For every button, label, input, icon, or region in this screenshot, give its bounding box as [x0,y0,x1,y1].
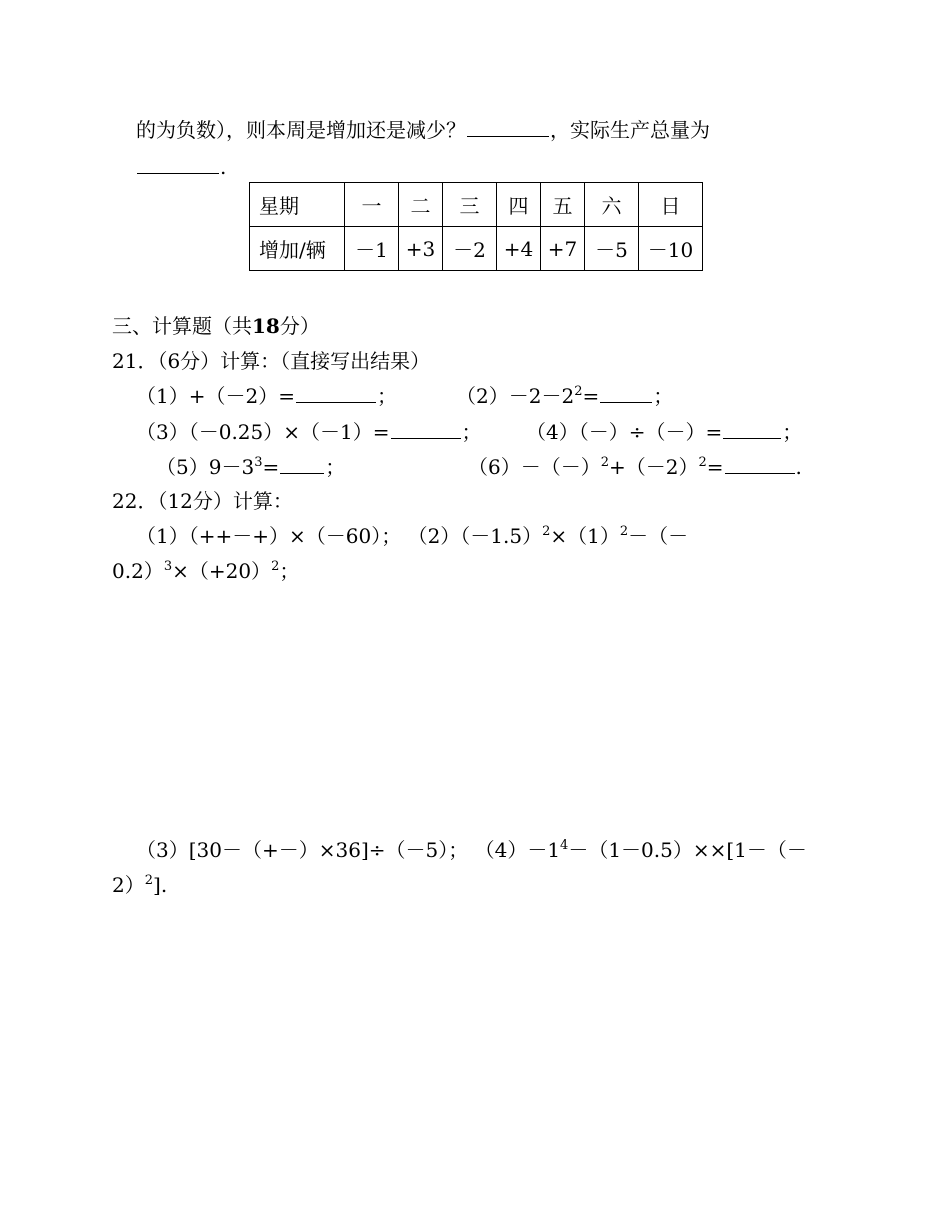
intro-line-1 [136,116,710,144]
table-value-cell: －2 [443,227,497,271]
q22-p2-text-c: －（－ [628,524,689,548]
q21-p3-text: （3）（－0.25）×（－1）= [136,420,390,444]
q22-part-2-cont [112,557,299,585]
q22-part-3-4 [136,836,807,864]
table-row-days [250,183,703,227]
table-day-cell: 三 [443,183,497,227]
q22-title: 22．（12分）计算： [112,489,293,513]
table-value-cell: －10 [639,227,703,271]
table-row-label: 增加/辆 [250,227,345,271]
table-day-cell: 六 [585,183,639,227]
intro-line2-tail: . [220,155,227,179]
q21-part-3 [136,418,482,446]
q21-part-5 [156,453,345,481]
q21-p5-eq: = [262,455,280,479]
q21-p2-end: ； [653,384,674,408]
q21-p3-end: ； [461,420,482,444]
q22-p2-text-a: （2）（－1.5） [407,524,543,548]
q21-p5-end: ； [325,455,346,479]
answer-blank-21-1[interactable] [296,382,376,403]
q22-p2-text-e: ×（+20） [172,559,272,583]
q21-part-2 [456,382,673,410]
q21-p5-text: （5）9－3 [156,455,255,479]
answer-blank-21-4[interactable] [723,418,781,439]
q22-p4-text-a: （4）－1 [474,838,561,862]
table-value-cell: +3 [399,227,443,271]
q22-p4-text-c: 2） [112,873,145,897]
table-day-cell: 二 [399,183,443,227]
q22-p2-text-d: 0.2） [112,559,164,583]
q22-p4-exponent: 4 [560,838,569,853]
q21-p6-mid: +（－2） [609,455,699,479]
q21-p6-end: . [795,455,802,479]
q21-p4-end: ； [782,420,803,444]
q22-part-1-2 [136,522,688,550]
answer-blank-21-6[interactable] [725,453,795,474]
q21-part-1 [136,382,397,410]
section-heading-prefix: 三、计算题（共 [112,314,252,338]
answer-blank-21-3[interactable] [391,418,461,439]
section-3-heading [112,312,320,340]
table-header-label: 星期 [250,183,345,227]
q21-p6-text: （6）－（－） [468,455,601,479]
table-value-cell: －1 [345,227,399,271]
q21-p6-exponent-2: 2 [698,455,707,470]
q21-p5-exponent: 3 [254,455,263,470]
weekly-production-table [249,182,703,271]
answer-blank-21-5[interactable] [280,453,324,474]
q21-part-6 [468,453,802,481]
q21-p4-text: （4）（－）÷（－）= [526,420,723,444]
q21-p2-exponent: 2 [574,384,583,399]
table-day-cell: 日 [639,183,703,227]
q21-p1-text: （1）+（－2）= [136,384,295,408]
q21-p2-text: （2）－2－2 [456,384,575,408]
section-heading-score: 18 [252,314,280,338]
table-day-cell: 四 [497,183,541,227]
q22-p2-text-b: ×（1） [550,524,620,548]
q22-p4-text-b: －（1－0.5）××[1－（－ [568,838,807,862]
q21-part-4 [526,418,802,446]
q22-p2-exponent-1: 2 [542,524,551,539]
answer-blank-total[interactable] [137,153,219,174]
q21-p6-exponent-1: 2 [600,455,610,470]
q22-p1-text: （1）（++－+）×（－60）； [136,524,402,548]
q21-p1-end: ； [376,384,397,408]
q22-p2-text-f: ； [279,559,300,583]
table-row-values [250,227,703,271]
answer-blank-trend[interactable] [467,116,549,137]
section-heading-suffix: 分） [279,314,320,338]
answer-blank-21-2[interactable] [600,382,652,403]
intro-line-2 [136,153,226,181]
q22-part-4-cont [112,871,167,899]
q22-p4-text-d: ]. [153,873,168,897]
q22-p2-exponent-4: 2 [271,559,280,574]
table-day-cell: 五 [541,183,585,227]
q22-p2-exponent-3: 3 [163,559,173,574]
q21-p6-eq: = [706,455,724,479]
q22-p2-exponent-2: 2 [619,524,629,539]
intro-text: 的为负数），则本周是增加还是减少？ [136,118,466,142]
intro-tail: ，实际生产总量为 [550,118,710,142]
table-value-cell: +4 [497,227,541,271]
q21-title: 21．（6分）计算：（直接写出结果） [112,349,431,373]
table-day-cell: 一 [345,183,399,227]
q22-p3-text: （3）[30－（+－）×36]÷（－5）； [136,838,469,862]
q22-p4-exponent-2: 2 [144,873,154,888]
q21-p2-eq: = [582,384,600,408]
table-value-cell: +7 [541,227,585,271]
table-value-cell: －5 [585,227,639,271]
